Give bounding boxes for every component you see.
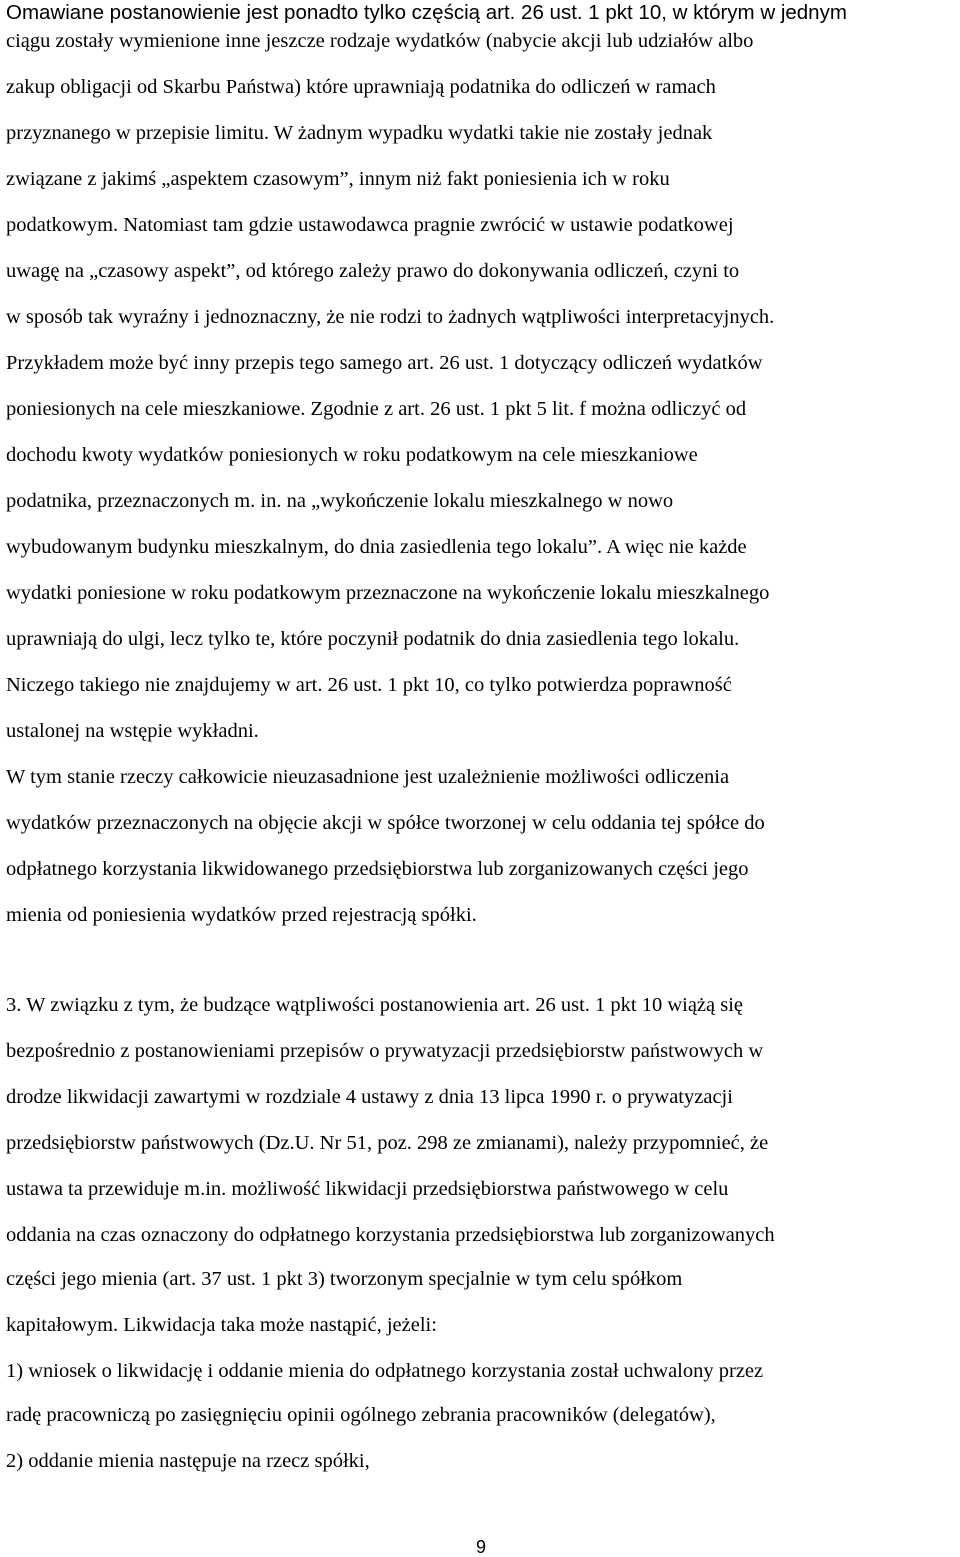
- text-line-18: W tym stanie rzeczy całkowicie nieuzasadnione jest uzależnienie możliwości odliczenia: [6, 766, 730, 788]
- text-line-2: ciągu zostały wymienione inne jeszcze rodzaje wydatków (nabycie akcji lub udziałów albo: [6, 30, 754, 52]
- text-line-25: przedsiębiorstw państwowych (Dz.U. Nr 51, poz. 298 ze zmianami), należy przypomnieć, że: [6, 1132, 769, 1154]
- text-line-27: oddania na czas oznaczony do odpłatnego korzystania przedsiębiorstwa lub zorganizowanych: [6, 1224, 775, 1246]
- text-line-23: bezpośrednio z postanowieniami przepisów o prywatyzacji przedsiębiorstw państwowych w: [6, 1040, 764, 1062]
- text-line-29: kapitałowym. Likwidacja taka może nastąpić, jeżeli:: [6, 1314, 437, 1336]
- text-line-4: przyznanego w przepisie limitu. W żadnym wypadku wydatki takie nie zostały jednak: [6, 122, 713, 144]
- text-line-14: wydatki poniesione w roku podatkowym przeznaczone na wykończenie lokalu mieszkalnego: [6, 582, 770, 604]
- text-line-10: poniesionych na cele mieszkaniowe. Zgodnie z art. 26 ust. 1 pkt 5 lit. f można odliczyć od: [6, 398, 747, 420]
- text-line-20: odpłatnego korzystania likwidowanego przedsiębiorstwa lub zorganizowanych części jego: [6, 858, 749, 880]
- text-line-5: związane z jakimś „aspektem czasowym”, innym niż fakt poniesienia ich w roku: [6, 168, 670, 190]
- text-line-7: uwagę na „czasowy aspekt”, od którego zależy prawo do dokonywania odliczeń, czyni to: [6, 260, 740, 282]
- text-line-6: podatkowym. Natomiast tam gdzie ustawodawca pragnie zwrócić w ustawie podatkowej: [6, 214, 734, 236]
- text-line-15: uprawniają do ulgi, lecz tylko te, które poczynił podatnik do dnia zasiedlenia tego lokalu.: [6, 628, 740, 650]
- text-line-8: w sposób tak wyraźny i jednoznaczny, że nie rodzi to żadnych wątpliwości interpretacyjnych.: [6, 306, 775, 328]
- text-line-32: 2) oddanie mienia następuje na rzecz spółki,: [6, 1450, 370, 1472]
- text-line-17: ustalonej na wstępie wykładni.: [6, 720, 259, 742]
- text-line-3: zakup obligacji od Skarbu Państwa) które uprawniają podatnika do odliczeń w ramach: [6, 76, 716, 98]
- text-line-26: ustawa ta przewiduje m.in. możliwość likwidacji przedsiębiorstwa państwowego w celu: [6, 1178, 729, 1200]
- text-line-9: Przykładem może być inny przepis tego samego art. 26 ust. 1 dotyczący odliczeń wydatków: [6, 352, 763, 374]
- text-line-12: podatnika, przeznaczonych m. in. na „wykończenie lokalu mieszkalnego w nowo: [6, 490, 674, 512]
- text-line-28: części jego mienia (art. 37 ust. 1 pkt 3) tworzonym specjalnie w tym celu spółkom: [6, 1268, 683, 1290]
- text-line-21: mienia od poniesienia wydatków przed rejestracją spółki.: [6, 904, 477, 926]
- text-line-31: radę pracowniczą po zasięgnięciu opinii ogólnego zebrania pracowników (delegatów),: [6, 1404, 716, 1426]
- text-line-11: dochodu kwoty wydatków poniesionych w roku podatkowym na cele mieszkaniowe: [6, 444, 698, 466]
- text-line-16: Niczego takiego nie znajdujemy w art. 26 ust. 1 pkt 10, co tylko potwierdza poprawność: [6, 674, 732, 696]
- text-line-13: wybudowanym budynku mieszkalnym, do dnia zasiedlenia tego lokalu”. A więc nie każde: [6, 536, 747, 558]
- text-line-22: 3. W związku z tym, że budzące wątpliwości postanowienia art. 26 ust. 1 pkt 10 wiążą się: [6, 994, 744, 1016]
- text-line-24: drodze likwidacji zawartymi w rozdziale 4 ustawy z dnia 13 lipca 1990 r. o prywatyzacji: [6, 1086, 733, 1108]
- text-line-30: 1) wniosek o likwidację i oddanie mienia do odpłatnego korzystania został uchwalony przez: [6, 1360, 764, 1382]
- page-number: 9: [476, 1537, 487, 1557]
- text-line-1: Omawiane postanowienie jest ponadto tylko częścią art. 26 ust. 1 pkt 10, w którym w jednym: [6, 1, 847, 24]
- text-line-19: wydatków przeznaczonych na objęcie akcji w spółce tworzonej w celu oddania tej spółce do: [6, 812, 765, 834]
